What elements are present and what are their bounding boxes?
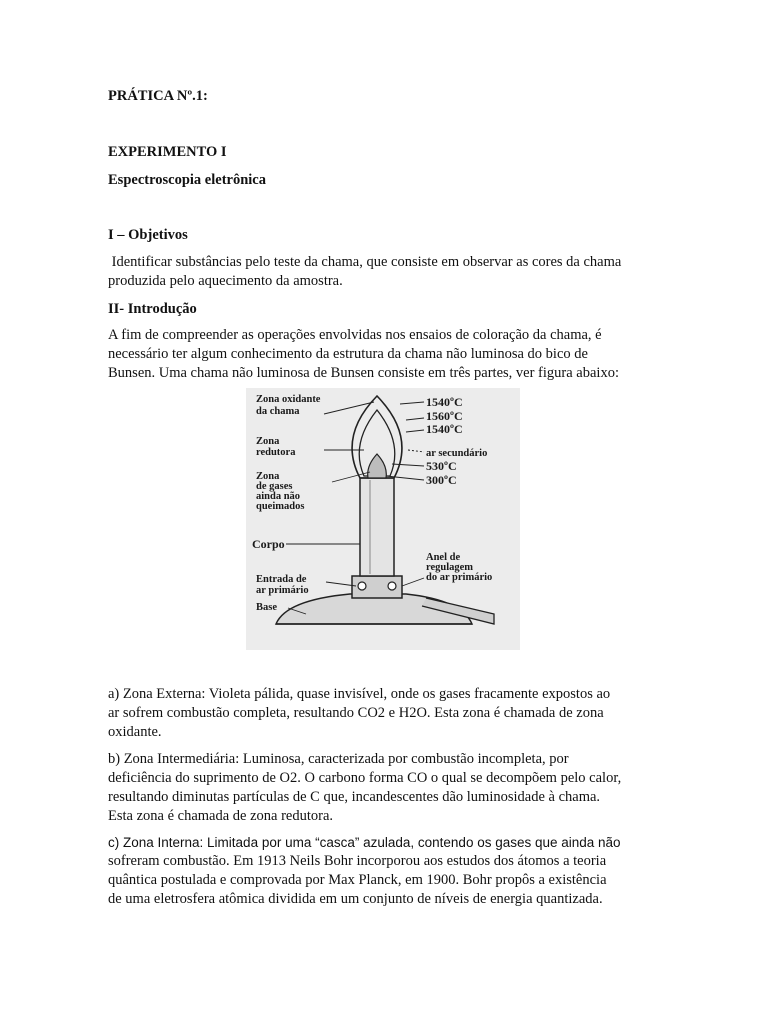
label-corpo: Corpo bbox=[252, 537, 285, 551]
label-temperature: 300ºC bbox=[426, 473, 457, 487]
leader-line bbox=[408, 450, 424, 452]
label-temperature: 1560ºC bbox=[426, 409, 463, 423]
label-zona-oxidante: Zona oxidante bbox=[256, 394, 321, 405]
zona-interna-paragraph bbox=[108, 833, 668, 909]
text-line: sofreram combustão. Em 1913 Neils Bohr incorporou aos estudos dos átomos a teoria bbox=[108, 853, 607, 869]
text-line: quântica postulada e comprovada por Max Planck, em 1900. Bohr propôs a existência bbox=[108, 872, 607, 888]
leader-line bbox=[392, 464, 424, 466]
text-line: a) Zona Externa: Violeta pálida, quase invisível, onde os gases fracamente expostos ao bbox=[108, 686, 611, 702]
label-anel: do ar primário bbox=[426, 572, 493, 583]
label-temperature: 1540ºC bbox=[426, 422, 463, 436]
air-hole-left bbox=[358, 582, 366, 590]
text-line: Bunsen. Uma chama não luminosa de Bunsen consiste em três partes, ver figura abaixo: bbox=[108, 365, 619, 381]
flame-inner-cone bbox=[368, 454, 387, 478]
label-zona-redutora: Zona bbox=[256, 436, 280, 447]
label-zona-gases: queimados bbox=[256, 501, 305, 512]
objetivos-paragraph bbox=[108, 253, 668, 291]
label-anel: regulagem bbox=[426, 562, 474, 573]
experiment-heading: EXPERIMENTO I bbox=[108, 144, 227, 160]
label-entrada: ar primário bbox=[256, 585, 309, 596]
zona-intermediaria-paragraph bbox=[108, 750, 668, 826]
label-anel: Anel de bbox=[426, 552, 461, 563]
text-line: b) Zona Intermediária: Luminosa, caracterizada por combustão incompleta, por bbox=[108, 751, 569, 767]
introducao-paragraph bbox=[108, 326, 668, 383]
text-line: Esta zona é chamada de zona redutora. bbox=[108, 808, 334, 824]
leader-line bbox=[402, 578, 424, 586]
label-zona-redutora: redutora bbox=[256, 447, 296, 458]
text-line: de uma eletrosfera atômica dividida em um conjunto de níveis de energia quantizada. bbox=[108, 891, 603, 907]
air-hole-right bbox=[388, 582, 396, 590]
label-base: Base bbox=[256, 602, 277, 613]
label-zona-gases: ainda não bbox=[256, 491, 301, 502]
label-zona-gases: Zona bbox=[256, 471, 280, 482]
text-line: ar sofrem combustão completa, resultando CO2 e H2O. Esta zona é chamada de zona bbox=[108, 705, 604, 721]
text-line: A fim de compreender as operações envolvidas nos ensaios de coloração da chama, é bbox=[108, 327, 602, 343]
label-entrada: Entrada de bbox=[256, 574, 307, 585]
label-temperature: 1540ºC bbox=[426, 395, 463, 409]
text-line: necessário ter algum conhecimento da estrutura da chama não luminosa do bico de bbox=[108, 346, 588, 362]
text-line: oxidante. bbox=[108, 724, 162, 740]
zona-externa-paragraph bbox=[108, 685, 668, 742]
leader-line bbox=[400, 402, 424, 404]
objetivos-heading: I – Objetivos bbox=[108, 227, 188, 243]
text-line: deficiência do suprimento de O2. O carbono forma CO o qual se decompõem pelo calor, bbox=[108, 770, 622, 786]
bunsen-burner-diagram bbox=[246, 388, 520, 650]
label-zona-oxidante: da chama bbox=[256, 406, 300, 417]
label-zona-gases: de gases bbox=[256, 481, 293, 492]
bunsen-burner-figure bbox=[246, 388, 520, 650]
introducao-heading: II- Introdução bbox=[108, 301, 197, 317]
text-line: c) Zona Interna: Limitada por uma “casca” azulada, contendo os gases que ainda não bbox=[108, 835, 621, 850]
leader-line bbox=[406, 418, 424, 420]
label-temperature: 530ºC bbox=[426, 459, 457, 473]
leader-line bbox=[406, 430, 424, 432]
text-line: Identificar substâncias pelo teste da chama, que consiste em observar as cores da chama bbox=[108, 254, 622, 270]
text-line: resultando diminutas partículas de C que, incandescentes dão luminosidade à chama. bbox=[108, 789, 601, 805]
subtitle-heading: Espectroscopia eletrônica bbox=[108, 172, 266, 188]
practice-heading: PRÁTICA Nº.1: bbox=[108, 88, 208, 104]
burner-tube-shape bbox=[360, 478, 394, 576]
text-line: produzida pelo aquecimento da amostra. bbox=[108, 273, 343, 289]
label-ar-secundario: ar secundário bbox=[426, 448, 488, 459]
